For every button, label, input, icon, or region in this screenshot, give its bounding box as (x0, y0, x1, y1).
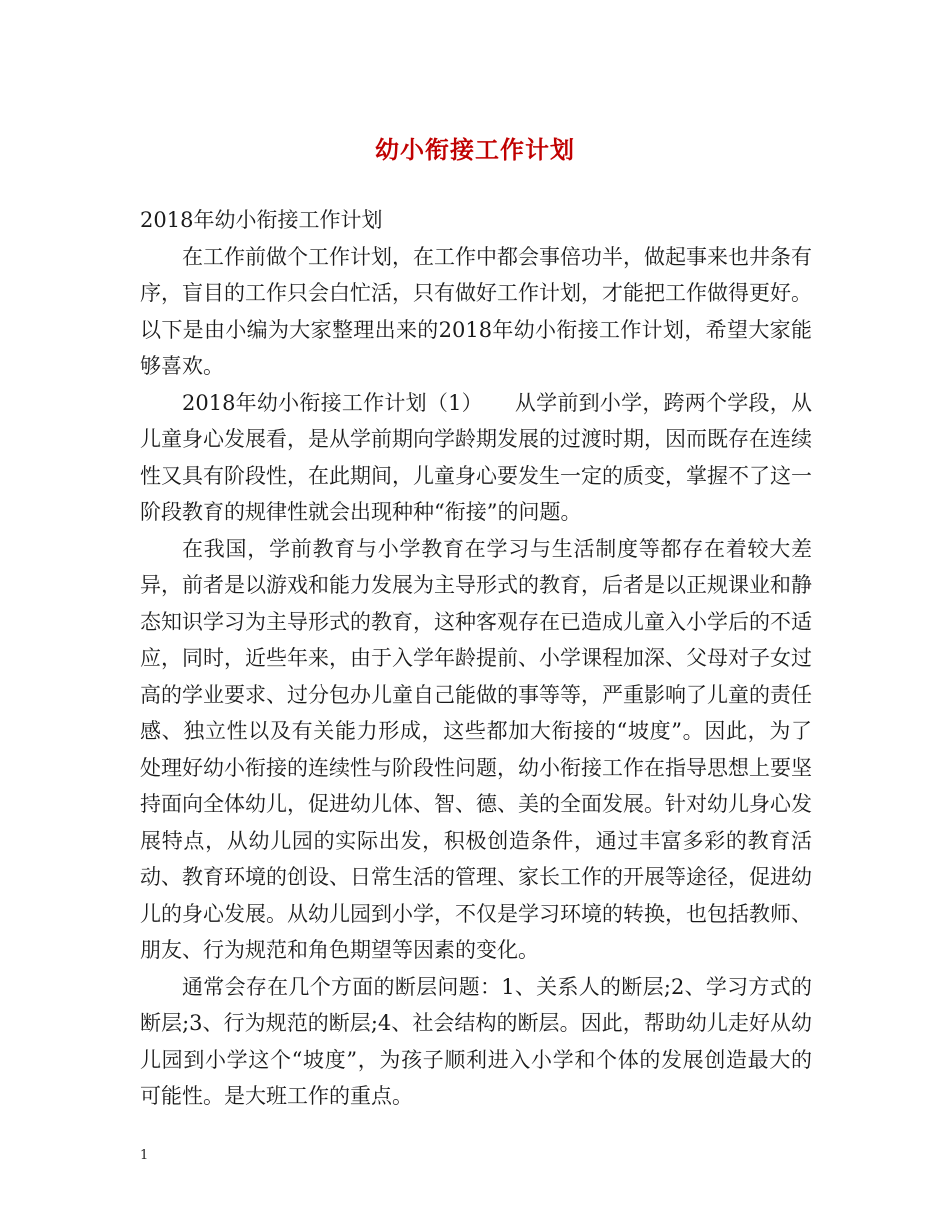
document-title: 幼小衔接工作计划 (375, 135, 575, 164)
paragraph-differences: 在我国，学前教育与小学教育在学习与生活制度等都存在着较大差异，前者是以游戏和能力发展为主导形式的教育，后者是以正规课业和静态知识学习为主导形式的教育，这种客观存在已造成儿童入小学后的不适应，同时，近些年来，由于入学年龄提前、小学课程加深、父母对子女过高的学业要求、过分包办儿童自己能做的事等等，严重影响了儿童的责任感、独立性以及有关能力形成，这些都加大衔接的“坡度”。因此，为了处理好幼小衔接的连续性与阶段性问题，幼小衔接工作在指导思想上要坚持面向全体幼儿，促进幼儿体、智、德、美的全面发展。针对幼儿身心发展特点，从幼儿园的实际出发，积极创造条件，通过丰富多彩的教育活动、教育环境的创设、日常生活的管理、家长工作的开展等途径，促进幼儿的身心发展。从幼儿园到小学，不仅是学习环境的转换，也包括教师、朋友、行为规范和角色期望等因素的变化。 (140, 536, 812, 962)
paragraph-gaps: 通常会存在几个方面的断层问题：1、关系人的断层;2、学习方式的断层;3、行为规范的断层;4、社会结构的断层。因此，帮助幼儿走好从幼儿园到小学这个“坡度”，为孩子顺利进入小学和个体的发展创造最大的可能性。是大班工作的重点。 (140, 974, 812, 1108)
paragraph-plan-1: 2018年幼小衔接工作计划（1） 从学前到小学，跨两个学段，从儿童身心发展看，是从学前期向学龄期发展的过渡时期，因而既存在连续性又具有阶段性，在此期间，儿童身心要发生一定的质变，掌握不了这一阶段教育的规律性就会出现种种“衔接”的问题。 (140, 390, 812, 524)
document-subtitle: 2018年幼小衔接工作计划 (140, 208, 383, 232)
paragraph-intro: 在工作前做个工作计划，在工作中都会事倍功半，做起事来也井条有序，盲目的工作只会白忙活，只有做好工作计划，才能把工作做得更好。以下是由小编为大家整理出来的2018年幼小衔接工作计划，希望大家能够喜欢。 (140, 244, 812, 378)
document-body (140, 202, 812, 1115)
page-number: 1 (140, 1148, 149, 1163)
